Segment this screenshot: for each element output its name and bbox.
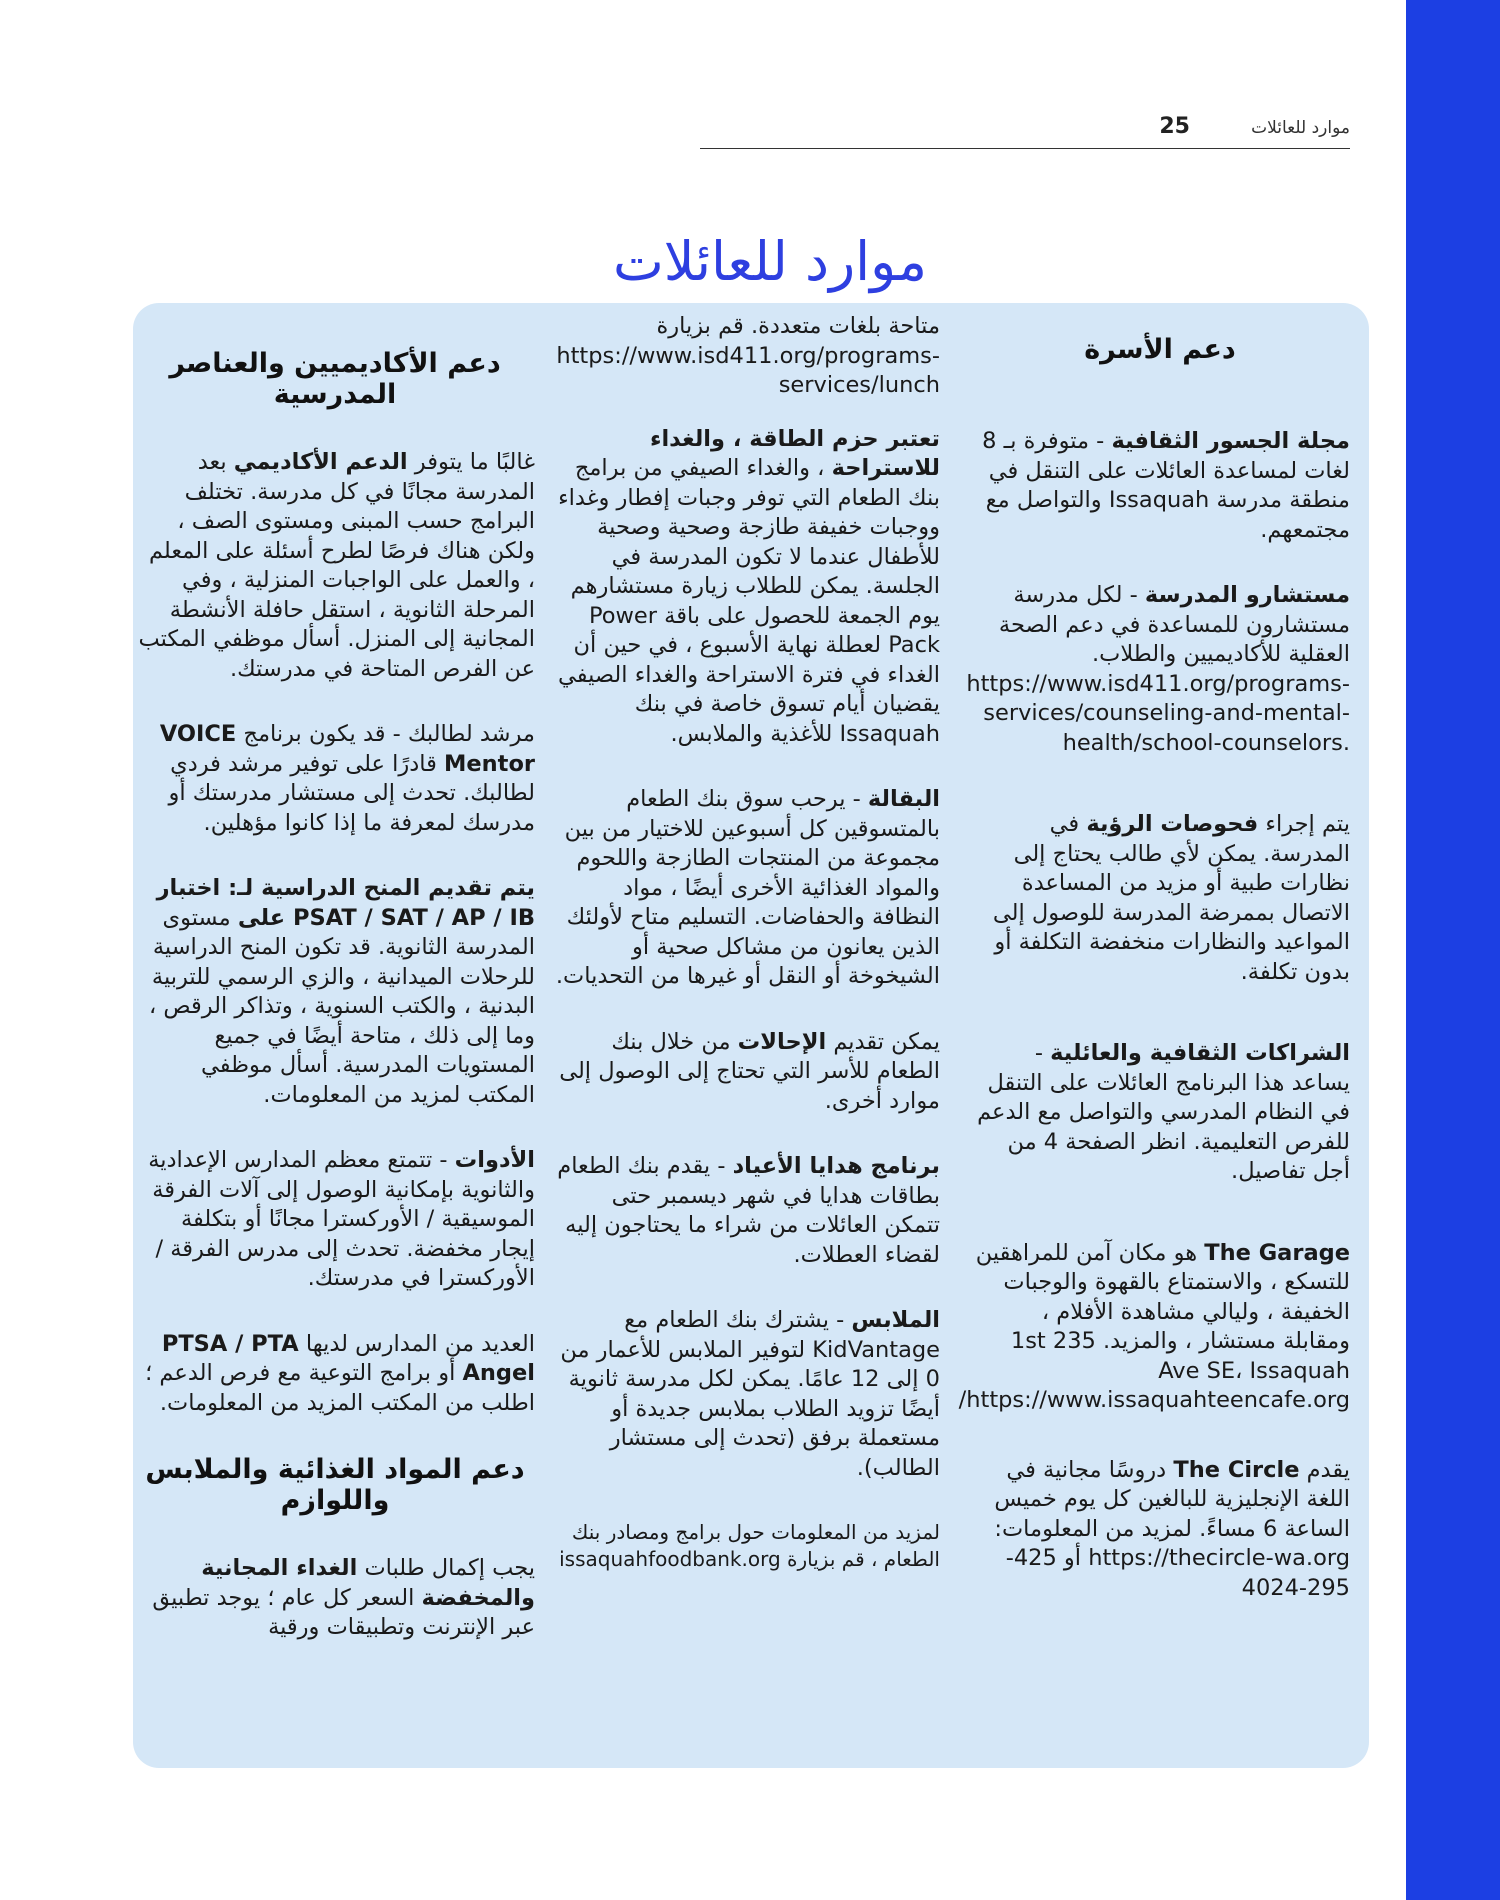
mentor-label: VOICE Mentor xyxy=(159,721,535,777)
cultural-bridges-label: مجلة الجسور الثقافية xyxy=(1111,428,1350,454)
academic-support-column xyxy=(135,312,535,1679)
header-section-title: موارد للعائلات xyxy=(1251,118,1350,138)
food-clothing-supplies-heading: دعم المواد الغذائية والملابس واللوازم xyxy=(145,1454,525,1516)
garage-label: The Garage xyxy=(1204,1239,1350,1266)
page-number: 25 xyxy=(1159,114,1190,139)
referrals-item xyxy=(555,1028,940,1117)
academic-label: الدعم الأكاديمي xyxy=(233,449,408,475)
instruments-item xyxy=(135,1146,535,1294)
market-text: - يرحب سوق بنك الطعام بالمتسوقين كل أسبوعين للاختيار من بين مجموعة من المنتجات الطازجة واللحوم والمواد الغذائية الأخرى أيضًا ، مواد النظافة والحفاضات. التسليم متاح لأولئك الذين يعانون من مشاكل صحية أو الشيخوخة أو النقل أو غيرها من التحديات. xyxy=(555,786,940,989)
clothing-label: الملابس xyxy=(851,1307,940,1333)
circle-label: The Circle xyxy=(1173,1456,1300,1483)
circle-text-after: دروسًا مجانية في اللغة الإنجليزية للبالغين كل يوم خميس الساعة 6 مساءً. لمزيد من المعلومات: https://thecircle-wa.org أو 425-295-4024 xyxy=(994,1456,1350,1601)
mentor-item xyxy=(135,720,535,838)
instruments-label: الأدوات xyxy=(454,1147,535,1173)
garage-text: هو مكان آمن للمراهقين للتسكع ، والاستمتاع بالقهوة والوجبات الخفيفة ، وليالي مشاهدة الأفلام ، ومقابلة مستشار ، والمزيد. 235 1st Ave SE، Issaquah https://www.issaquahteencafe.org/ xyxy=(958,1239,1350,1413)
lunch-continued: متاحة بلغات متعددة. قم بزيارة https://www.isd411.org/programs-services/lunch xyxy=(556,313,940,398)
page-title: موارد للعائلات xyxy=(612,230,928,293)
referrals-text-before: يمكن تقديم xyxy=(826,1028,940,1055)
referrals-text-after: من خلال بنك الطعام للأسر التي تحتاج إلى الوصول إلى موارد أخرى. xyxy=(559,1028,940,1114)
scholarships-label: يتم تقديم المنح الدراسية لـ: اختبار PSAT / SAT / AP / IB على xyxy=(156,875,535,931)
circle-text-before: يقدم xyxy=(1299,1456,1350,1483)
mentor-text-after: قادرًا على توفير مرشد فردي لطالبك. تحدث إلى مستشار مدرستك أو مدرسك لمعرفة ما إذا كانوا مؤهلين. xyxy=(168,750,535,836)
instruments-text: - تتمتع معظم المدارس الإعدادية والثانوية بإمكانية الوصول إلى آلات الفرقة الموسيقية / الأوركسترا مجانًا أو بتكلفة إيجار مخفضة. تحدث إلى مدرس الفرقة / الأوركسترا في مدرستك. xyxy=(148,1147,535,1291)
lunch-application-item xyxy=(135,1554,535,1643)
family-support-heading: دعم الأسرة xyxy=(1084,334,1236,365)
circle-item xyxy=(970,1456,1350,1604)
market-item xyxy=(555,785,940,992)
food-bank-more-info: لمزيد من المعلومات حول برامج ومصادر بنك الطعام ، قم بزيارة issaquahfoodbank.org xyxy=(559,1520,940,1571)
partnerships-item xyxy=(970,1039,1350,1187)
vision-text-after: في المدرسة. يمكن لأي طالب يحتاج إلى نظارات طبية أو مزيد من المساعدة الاتصال بممرضة المدرسة للوصول إلى المواعيد والنظارات منخفضة التكلفة أو بدون تكلفة. xyxy=(992,811,1350,985)
cultural-bridges-item xyxy=(970,427,1350,545)
referrals-label: الإحالات xyxy=(737,1028,827,1055)
academic-text-after: بعد المدرسة مجانًا في كل مدرسة. تختلف البرامج حسب المبنى ومستوى الصف ، ولكن هناك فرصًا لطرح أسئلة على المعلم ، والعمل على الواجبات المنزلية ، وفي المرحلة الثانوية ، استقل حافلة الأنشطة المجانية إلى المنزل. أسأل موظفي المكتب عن الفرص المتاحة في مدرستك. xyxy=(138,449,535,682)
clothing-text: - يشترك بنك الطعام مع KidVantage لتوفير الملابس للأعمار من 0 إلى 12 عامًا. يمكن لكل مدرسة ثانوية أيضًا تزويد الطلاب بملابس جديدة أو مستعملة برفق (تحدث إلى مستشار الطالب). xyxy=(560,1307,940,1481)
holiday-gift-label: برنامج هدايا الأعياد xyxy=(732,1153,940,1179)
scholarships-text: مستوى المدرسة الثانوية. قد تكون المنح الدراسية للرحلات الميدانية ، والزي الرسمي للتربية البدنية ، والكتب السنوية ، وتذاكر الرقص ، وما إلى ذلك ، متاحة أيضًا في جميع المستويات المدرسية. أسأل موظفي المكتب لمزيد من المعلومات. xyxy=(148,904,535,1108)
academic-support-item xyxy=(135,448,535,684)
side-accent-bar xyxy=(1406,0,1500,1900)
holiday-gift-item xyxy=(555,1152,940,1270)
power-pack-label: تعتبر حزم الطاقة ، والغداء للاستراحة xyxy=(649,425,940,481)
power-pack-item xyxy=(555,425,940,750)
partnerships-label: الشراكات الثقافية والعائلية xyxy=(1050,1040,1350,1066)
vision-label: فحوصات الرؤية xyxy=(1086,811,1259,837)
counselors-link[interactable]: https://www.isd411.org/programs-services/counseling-and-mental-health/school-counselors. xyxy=(966,670,1350,756)
cultural-bridges-text: - متوفرة بـ 8 لغات لمساعدة العائلات على التنقل في منطقة مدرسة Issaquah والتواصل مع مجتمعهم. xyxy=(982,428,1350,543)
clothing-item xyxy=(555,1306,940,1483)
vision-text-before: يتم إجراء xyxy=(1258,811,1350,837)
ptsa-text-before: العديد من المدارس لديها xyxy=(298,1330,535,1357)
ptsa-text-after: أو برامج التوعية مع فرص الدعم ؛ اطلب من المكتب المزيد من المعلومات. xyxy=(145,1360,535,1416)
partnerships-text: - يساعد هذا البرنامج العائلات على التنقل في النظام المدرسي والتواصل مع الدعم للفرص التعليمية. انظر الصفحة 4 من أجل تفاصيل. xyxy=(977,1040,1350,1184)
scholarships-item xyxy=(135,874,535,1110)
garage-item xyxy=(958,1239,1350,1416)
lunch-label: الغداء المجانية والمخفضة xyxy=(201,1555,535,1611)
academic-support-heading: دعم الأكاديميين والعناصر المدرسية xyxy=(169,348,501,410)
lunch-text-after: السعر كل عام ؛ يوجد تطبيق عبر الإنترنت وتطبيقات ورقية xyxy=(152,1584,535,1640)
academic-text-before: غالبًا ما يتوفر xyxy=(407,449,535,475)
ptsa-label: PTSA / PTA Angel xyxy=(161,1330,535,1386)
food-bank-column xyxy=(555,312,940,1609)
page-header xyxy=(700,114,1350,149)
power-pack-text: ، والغداء الصيفي من برامج بنك الطعام التي توفر وجبات إفطار وغداء ووجبات خفيفة طازجة وصحية وصحية للأطفال عندما لا تكون المدرسة في الجلسة. يمكن للطلاب زيارة مستشارهم يوم الجمعة للحصول على باقة Power Pack لعطلة نهاية الأسبوع ، في حين أن الغداء في فترة الاستراحة والغداء الصيفي يقضيان أيام تسوق خاصة في بنك Issaquah للأغذية والملابس. xyxy=(558,455,940,747)
ptsa-item xyxy=(135,1330,535,1419)
mentor-text-before: مرشد لطالبك - قد يكون برنامج xyxy=(236,721,535,747)
lunch-text-before: يجب إكمال طلبات xyxy=(357,1555,535,1581)
family-support-column xyxy=(958,312,1350,1639)
market-label: البقالة xyxy=(867,786,940,812)
counselors-label: مستشارو المدرسة xyxy=(1144,582,1350,608)
vision-item xyxy=(970,810,1350,987)
counselors-item xyxy=(966,581,1350,758)
holiday-gift-text: - يقدم بنك الطعام بطاقات هدايا في شهر ديسمبر حتى تتمكن العائلات من شراء ما يحتاجون إليه لقضاء العطلات. xyxy=(557,1153,940,1268)
counselors-text: - لكل مدرسة مستشارون للمساعدة في دعم الصحة العقلية للأكاديميين والطلاب. xyxy=(998,582,1350,667)
